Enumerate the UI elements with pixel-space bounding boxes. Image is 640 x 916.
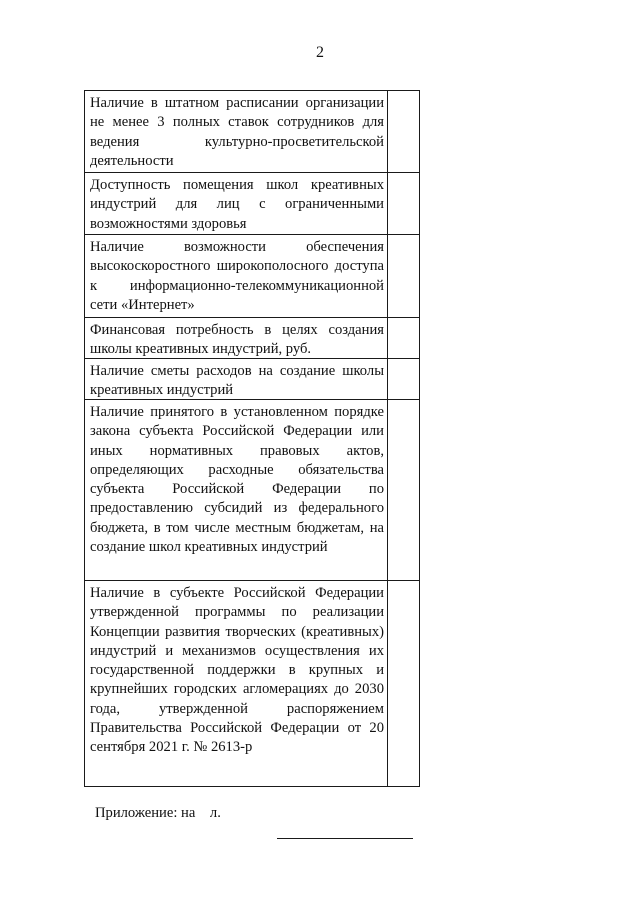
table-row [85,317,419,358]
criterion-value-cell[interactable] [388,359,419,399]
table-row [85,172,419,234]
criterion-label: Наличие в штатном расписании организации не менее 3 полных ставок сотрудников для ведения культурно-просветительской деятельности [85,91,388,172]
criterion-label: Доступность помещения школ креативных индустрий для лиц с ограниченными возможностями здоровья [85,173,388,234]
criterion-value-cell[interactable] [388,400,419,580]
criterion-value-cell[interactable] [388,91,419,172]
criterion-value-cell[interactable] [388,235,419,317]
criteria-table [84,90,420,787]
appendix-note: Приложение: на л. [95,805,221,821]
criterion-label: Наличие сметы расходов на создание школы креативных индустрий [85,359,388,399]
criterion-value-cell[interactable] [388,318,419,358]
table-row [85,91,419,172]
criterion-value-cell[interactable] [388,581,419,786]
signature-line [277,838,413,839]
table-row [85,580,419,786]
criterion-value-cell[interactable] [388,173,419,234]
table-row [85,399,419,580]
page-number: 2 [316,44,324,61]
criterion-label: Финансовая потребность в целях создания школы креативных индустрий, руб. [85,318,388,358]
table-row [85,358,419,399]
criterion-label: Наличие в субъекте Российской Федерации утвержденной программы по реализации Концепции развития творческих (креативных) индустрий и механизмов осуществления их государственной поддержки в крупных и крупнейших городских агломерациях до 2030 года, утвержденной распоряжением Правительства Российской Федерации от 20 сентября 2021 г. № 2613-р [85,581,388,786]
criterion-label: Наличие принятого в установленном порядке закона субъекта Российской Федерации или иных нормативных правовых актов, определяющих расходные обязательства субъекта Российской Федерации по предоставлению субсидий из федерального бюджета, в том числе местным бюджетам, на создание школ креативных индустрий [85,400,388,580]
table-row [85,234,419,317]
criterion-label: Наличие возможности обеспечения высокоскоростного широкополосного доступа к информационно-телекоммуникационной сети «Интернет» [85,235,388,317]
